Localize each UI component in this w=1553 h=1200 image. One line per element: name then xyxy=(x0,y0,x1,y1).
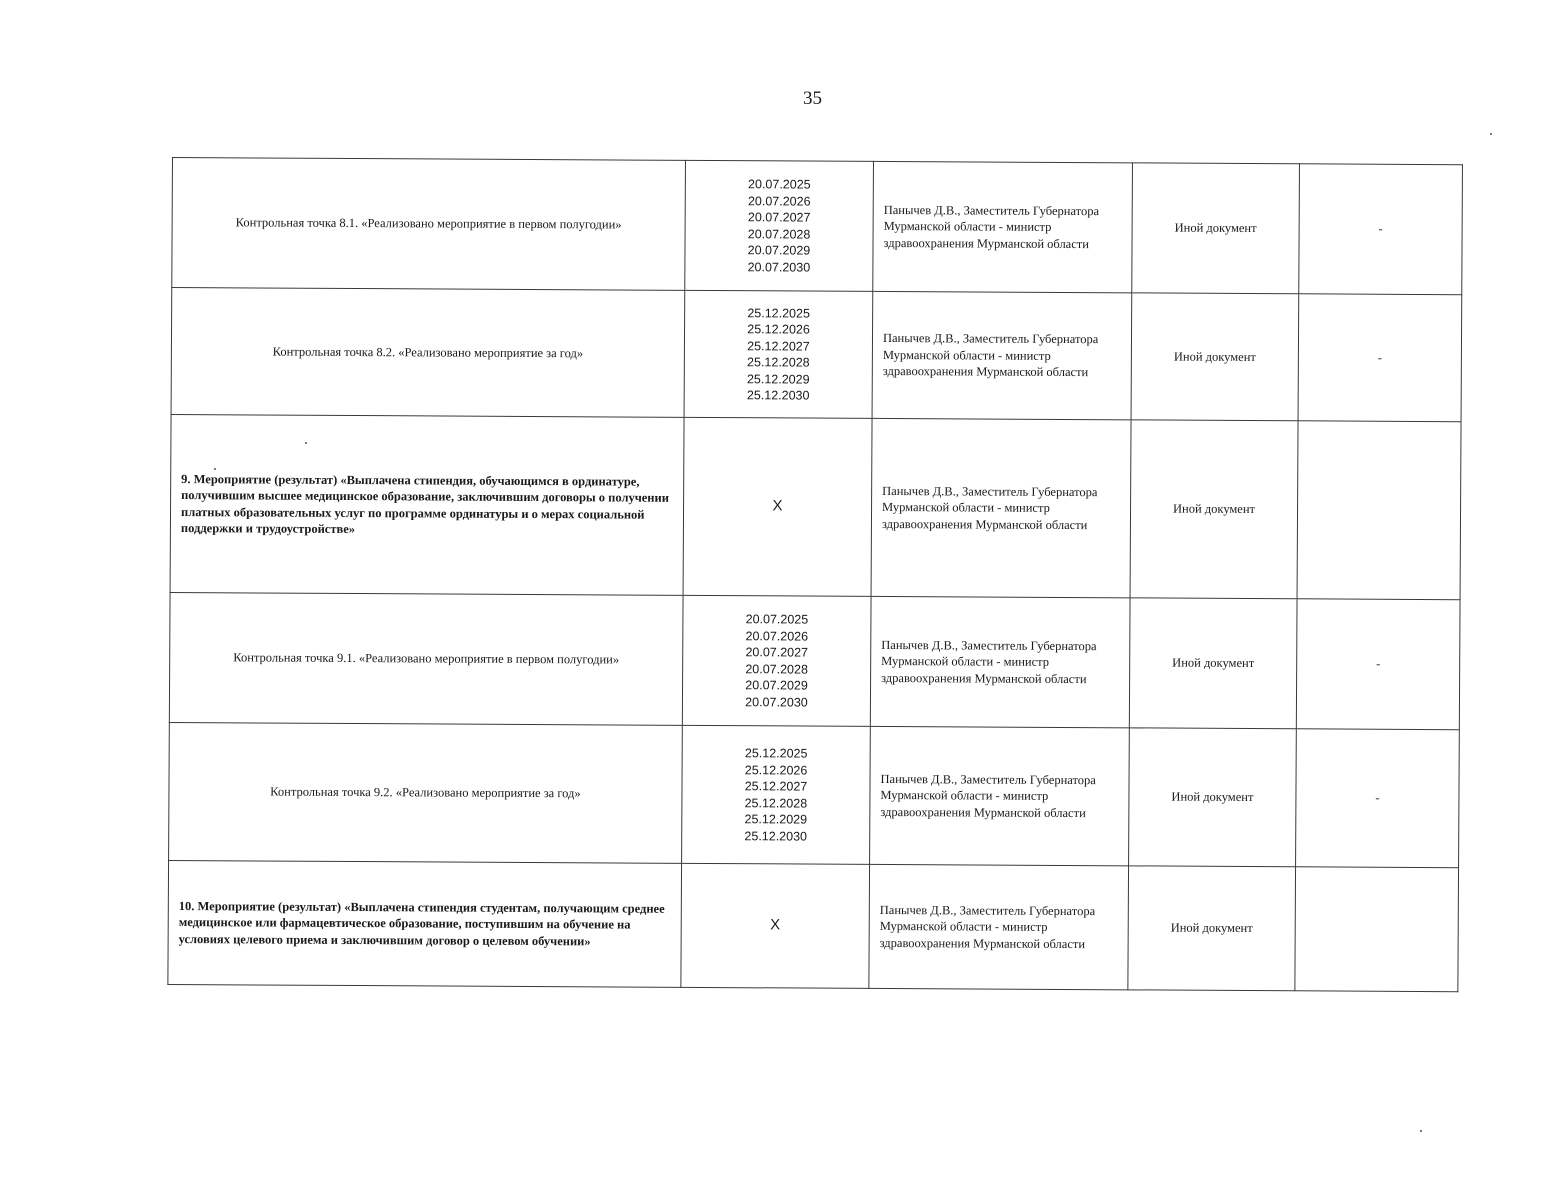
row-dates xyxy=(683,417,872,596)
row-document-type: Иной документ xyxy=(1130,420,1298,599)
date-value: 25.12.2030 xyxy=(744,828,808,844)
table-row xyxy=(170,414,1461,599)
date-value: 20.07.2030 xyxy=(747,259,811,275)
date-value: 25.12.2028 xyxy=(747,355,810,370)
date-value: 20.07.2026 xyxy=(747,193,811,209)
row-responsible: Панычев Д.В., Заместитель Губернатора Мурманской области - министр здравоохранения Мурманской области xyxy=(871,418,1131,597)
row-document-type: Иной документ xyxy=(1129,598,1297,729)
row-document-type: Иной документ xyxy=(1132,163,1300,294)
date-value: 20.07.2027 xyxy=(747,210,811,225)
date-value: 25.12.2028 xyxy=(744,795,808,811)
row-dates xyxy=(685,160,874,291)
row-document-type: Иной документ xyxy=(1131,293,1299,421)
date-value: 20.07.2028 xyxy=(747,226,811,242)
date-value: 20.07.2027 xyxy=(745,645,809,660)
date-value: 25.12.2030 xyxy=(746,388,810,403)
row-document-type: Иной документ xyxy=(1129,728,1297,867)
table-row xyxy=(169,722,1460,867)
row-responsible: Панычев Д.В., Заместитель Губернатора Мурманской области - министр здравоохранения Мурманской области xyxy=(870,596,1130,727)
table-row xyxy=(171,288,1462,422)
date-value: 25.12.2026 xyxy=(744,762,808,778)
x-mark: Х xyxy=(772,497,783,515)
date-value: 20.07.2029 xyxy=(745,678,808,693)
date-value: 25.12.2029 xyxy=(746,371,810,387)
row-mark: - xyxy=(1298,294,1462,422)
row-name: Контрольная точка 8.2. «Реализовано мероприятие за год» xyxy=(171,288,685,418)
row-name: Контрольная точка 9.1. «Реализовано мероприятие в первом полугодии» xyxy=(169,592,683,725)
date-value: 25.12.2027 xyxy=(744,779,808,794)
row-name: Контрольная точка 9.2. «Реализовано мероприятие за год» xyxy=(169,722,683,863)
row-mark: - xyxy=(1296,729,1460,868)
date-value: 25.12.2026 xyxy=(747,322,810,337)
table-row xyxy=(172,158,1463,295)
date-value: 20.07.2025 xyxy=(745,612,809,627)
row-name: 10. Мероприятие (результат) «Выплачена стипендия студентам, получающим среднее медицинское или фармацевтическое образование, поступившим на обучение на условиях целевого приема и заключившим договор о целевом обучении» xyxy=(168,860,682,987)
row-name: 9. Мероприятие (результат) «Выплачена стипендия, обучающимся в ординатуре, получившим высшее медицинское образование, заключившим договоры о получении платных образовательных услуг по программе ординатуры и о мерах социальной поддержки и трудоустройстве» xyxy=(170,414,684,595)
date-value: 20.07.2029 xyxy=(747,243,811,258)
table-row xyxy=(169,592,1460,729)
row-responsible: Панычев Д.В., Заместитель Губернатора Мурманской области - министр здравоохранения Мурманской области xyxy=(869,864,1129,989)
scan-speck xyxy=(214,468,216,470)
row-mark xyxy=(1297,421,1461,600)
row-name: Контрольная точка 8.1. «Реализовано мероприятие в первом полугодии» xyxy=(172,158,686,291)
row-responsible: Панычев Д.В., Заместитель Губернатора Мурманской области - министр здравоохранения Мурманской области xyxy=(870,726,1130,865)
table-row xyxy=(168,860,1459,991)
x-mark: Х xyxy=(770,916,781,934)
page-number: 35 xyxy=(803,88,822,109)
row-responsible: Панычев Д.В., Заместитель Губернатора Мурманской области - министр здравоохранения Мурманской области xyxy=(872,291,1132,419)
row-responsible: Панычев Д.В., Заместитель Губернатора Мурманской области - министр здравоохранения Мурманской области xyxy=(873,161,1133,292)
row-dates xyxy=(684,290,873,418)
date-value: 20.07.2028 xyxy=(745,661,808,677)
row-mark: - xyxy=(1299,164,1463,295)
date-value: 25.12.2027 xyxy=(747,338,810,354)
scan-speck xyxy=(305,442,307,444)
control-points-table xyxy=(167,157,1463,992)
row-document-type: Иной документ xyxy=(1128,866,1296,991)
date-value: 20.07.2030 xyxy=(745,694,808,710)
row-dates xyxy=(682,725,871,864)
scan-speck xyxy=(1420,1130,1422,1132)
date-value: 20.07.2026 xyxy=(745,628,809,644)
row-dates xyxy=(681,863,870,988)
row-mark: - xyxy=(1296,599,1460,730)
scan-speck xyxy=(1490,133,1492,135)
row-mark xyxy=(1295,867,1459,992)
date-value: 25.12.2025 xyxy=(744,746,808,761)
date-value: 25.12.2025 xyxy=(747,305,810,321)
date-value: 20.07.2025 xyxy=(748,177,811,192)
date-value: 25.12.2029 xyxy=(744,812,808,827)
row-dates xyxy=(682,595,871,726)
